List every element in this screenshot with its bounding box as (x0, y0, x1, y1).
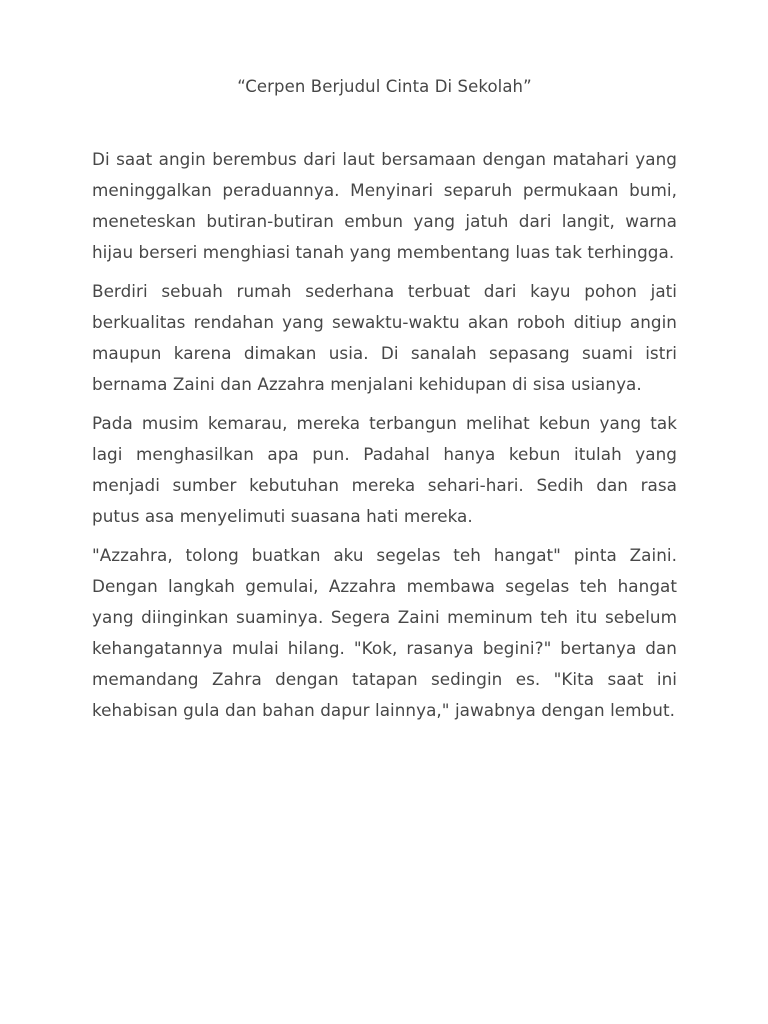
paragraph-3: Pada musim kemarau, mereka terbangun melihat kebun yang tak lagi menghasilkan apa pun. Padahal hanya kebun itulah yang menjadi sumber kebutuhan mereka sehari-hari. Sedih dan rasa putus asa menyelimuti suasana hati mereka. (92, 413, 677, 526)
document-title: “Cerpen Berjudul Cinta Di Sekolah” (237, 77, 532, 96)
paragraph-1: Di saat angin berembus dari laut bersamaan dengan matahari yang meninggalkan peraduannya. Menyinari separuh permukaan bumi, meneteskan butiran-butiran embun yang jatuh dari langit, warna hijau berseri menghiasi tanah yang membentang luas tak terhingga. (92, 149, 677, 262)
document-body (92, 74, 677, 726)
paragraph-4: "Azzahra, tolong buatkan aku segelas teh hangat" pinta Zaini. Dengan langkah gemulai, Azzahra membawa segelas teh hangat yang diinginkan suaminya. Segera Zaini meminum teh itu sebelum kehangatannya mulai hilang. "Kok, rasanya begini?" bertanya dan memandang Zahra dengan tatapan sedingin es. "Kita saat ini kehabisan gula dan bahan dapur lainnya," jawabnya dengan lembut. (92, 545, 677, 720)
paragraph-2: Berdiri sebuah rumah sederhana terbuat dari kayu pohon jati berkualitas rendahan yang sewaktu-waktu akan roboh ditiup angin maupun karena dimakan usia. Di sanalah sepasang suami istri bernama Zaini dan Azzahra menjalani kehidupan di sisa usianya. (92, 281, 677, 394)
